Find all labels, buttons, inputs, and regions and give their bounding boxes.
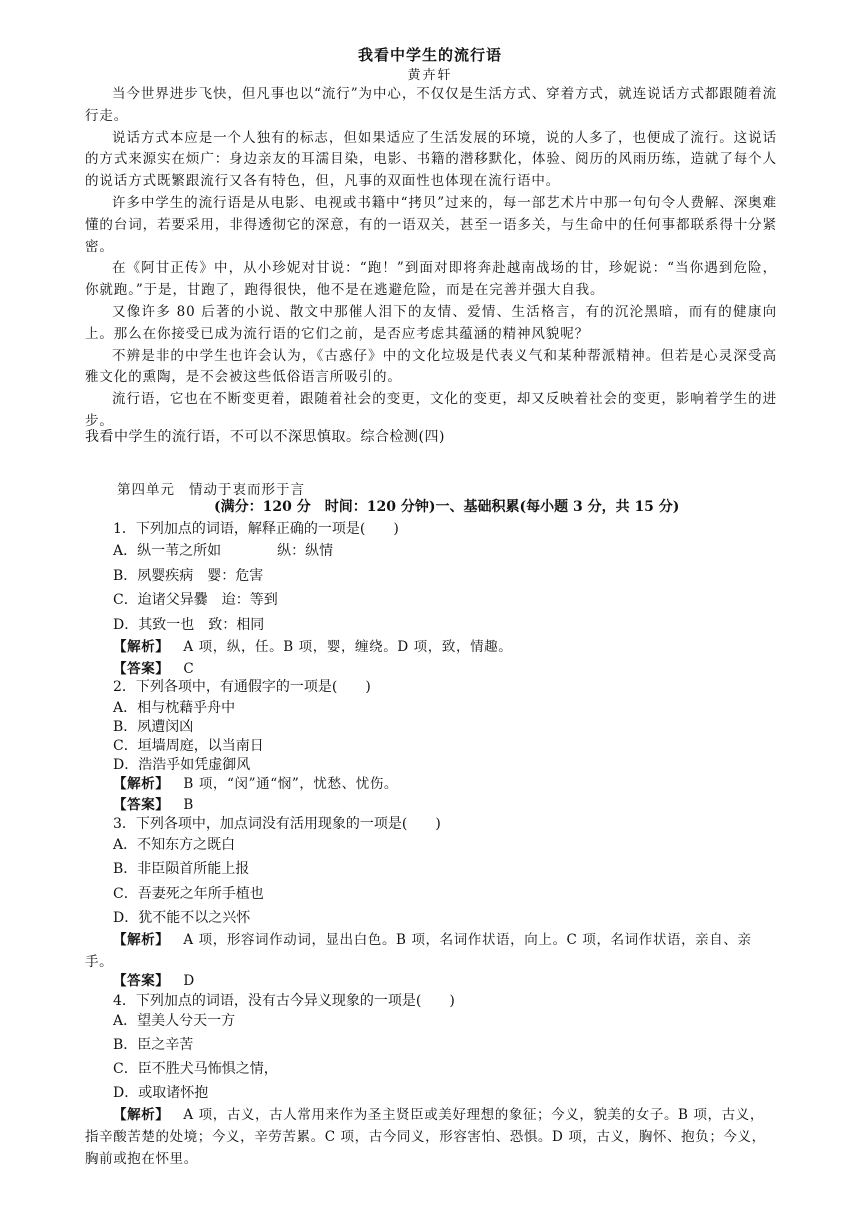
essay-summary: 我看中学生的流行语，不可以不深思慎取。综合检测(四) xyxy=(85,429,445,445)
essay-paragraph: 流行语，它也在不断变更着，跟随着社会的变更，文化的变更，却又反映着社会的变更，影响着学生的进步。 xyxy=(85,391,777,429)
essay-paragraph: 许多中学生的流行语是从电影、电视或书籍中“拷贝”过来的，每一部艺术片中那一句句令人费解、深奥难懂的台词，若要采用，非得透彻它的深意，有的一语双关，甚至一语多关，与生命中的任何事都联系得十分紧密。 xyxy=(85,194,777,255)
analysis-text: A 项，古义，古人常用来作为圣主贤臣或美好理想的象征；今义，貌美的女子。B 项，古义，指辛酸苦楚的处境；今义，辛劳苦累。C 项，古今同义，形容害怕、恐惧。D 项，古义，胸怀、抱负；今义，胸前或抱在怀里。 xyxy=(85,1107,766,1167)
question-option: C．迨诸父异爨 迨：等到 xyxy=(113,592,278,608)
answer-label: 【答案】 xyxy=(113,661,170,677)
essay-paragraph: 当今世界进步飞快，但凡事也以“流行”为中心，不仅仅是生活方式、穿着方式，就连说话方式都跟随着流行走。 xyxy=(85,86,777,124)
question-option: C．臣不胜犬马怖惧之情， xyxy=(113,1061,278,1077)
essay-body xyxy=(85,84,777,433)
score-line xyxy=(214,496,679,516)
score-info: (满分：120 分 时间：120 分钟) xyxy=(214,499,436,515)
analysis xyxy=(85,636,775,658)
question-option: D．其致一也 致：相同 xyxy=(113,617,265,633)
answer-label: 【答案】 xyxy=(113,973,170,989)
answer-text: D xyxy=(183,973,195,989)
answer xyxy=(85,970,775,992)
analysis-label: 【解析】 xyxy=(113,932,170,948)
essay-author: 黄卉轩 xyxy=(407,68,453,83)
analysis-text: B 项，“闵”通“悯”，忧愁、忧伤。 xyxy=(183,776,399,792)
analysis xyxy=(85,929,775,973)
essay-title: 我看中学生的流行语 xyxy=(357,46,502,64)
answer-text: B xyxy=(183,797,194,813)
question-option: A．不知东方之既白 xyxy=(113,837,236,853)
answer-label: 【答案】 xyxy=(113,797,170,813)
question-stem: 3．下列各项中，加点词没有活用现象的一项是( ) xyxy=(113,816,441,832)
analysis xyxy=(85,1104,775,1170)
essay-paragraph: 不辨是非的中学生也许会认为，《古惑仔》中的文化垃圾是代表义气和某种帮派精神。但若是心灵深受高雅文化的熏陶，是不会被这些低俗语言所吸引的。 xyxy=(85,347,777,386)
analysis-text: A 项，纵，任。B 项，婴，缠绕。D 项，致，情趣。 xyxy=(183,639,513,655)
question-option: C．垣墙周庭，以当南日 xyxy=(113,738,264,754)
analysis-label: 【解析】 xyxy=(113,639,170,655)
question-stem: 2．下列各项中，有通假字的一项是( ) xyxy=(113,679,371,695)
essay-paragraph: 又像许多 80 后著的小说、散文中那催人泪下的友情、爱情、生活格言，有的沉沦黑暗，而有的健康向上。那么在你接受已成为流行语的它们之前，是否应考虑其蕴涵的精神风貌呢？ xyxy=(85,303,777,342)
question-option: B．夙遭闵凶 xyxy=(113,719,194,735)
question-option: C．吾妻死之年所手植也 xyxy=(113,886,264,902)
question-option: A．相与枕藉乎舟中 xyxy=(113,700,236,716)
question-option: B．夙婴疾病 婴：危害 xyxy=(113,568,264,584)
question-option: D．或取诸怀抱 xyxy=(113,1085,209,1101)
question-stem: 4．下列加点的词语，没有古今异义现象的一项是( ) xyxy=(113,993,455,1009)
question-option: D．浩浩乎如凭虚御风 xyxy=(113,757,251,773)
unit-subtitle: 情动于衷而形于言 xyxy=(189,482,305,498)
analysis-label: 【解析】 xyxy=(113,776,170,792)
analysis-label: 【解析】 xyxy=(113,1107,170,1123)
unit-name: 第四单元 xyxy=(117,482,175,498)
essay-paragraph: 在《阿甘正传》中，从小珍妮对甘说：“跑！”到面对即将奔赴越南战场的甘，珍妮说：“当你遇到危险，你就跑。”于是，甘跑了，跑得很快，他不是在逃避危险，而是在完善并强大自我。 xyxy=(85,260,777,299)
essay-paragraph: 说话方式本应是一个人独有的标志，但如果适应了生活发展的环境，说的人多了，也便成了流行。这说话的方式来源实在烦广：身边亲友的耳濡目染，电影、书籍的潜移默化，体验、阅历的风雨历练，造就了每个人的说话方式既繁跟流行又各有特色，但，凡事的双面性也体现在流行语中。 xyxy=(85,129,777,190)
question-option: B．非臣陨首所能上报 xyxy=(113,861,250,877)
unit-heading xyxy=(117,478,319,498)
analysis-text: A 项，形容词作动词，显出白色。B 项，名词作状语，向上。C 项，名词作状语，亲自、亲手。 xyxy=(85,932,752,970)
question-option: A．纵一苇之所如 纵：纵情 xyxy=(113,543,334,559)
question-option: B．臣之辛苦 xyxy=(113,1037,194,1053)
question-option: A．望美人兮天一方 xyxy=(113,1013,236,1029)
analysis xyxy=(85,773,775,795)
answer-text: C xyxy=(183,661,195,677)
section-title: 一、基础积累(每小题 3 分，共 15 分) xyxy=(435,499,680,515)
question-stem: 1．下列加点的词语，解释正确的一项是( ) xyxy=(113,521,399,537)
question-option: D．犹不能不以之兴怀 xyxy=(113,910,251,926)
